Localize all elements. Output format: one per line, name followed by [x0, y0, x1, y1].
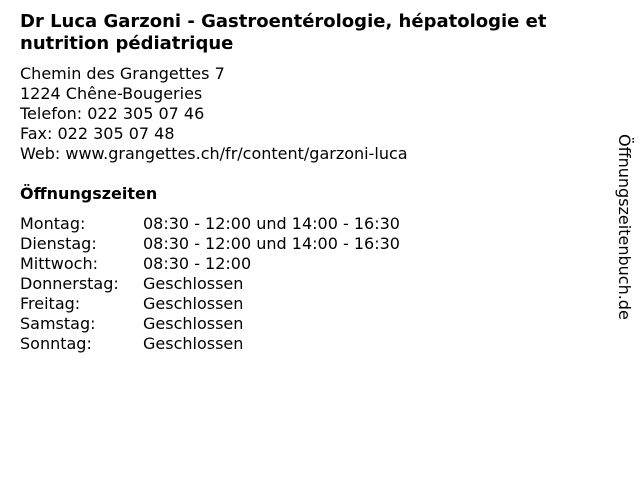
- day-label: Donnerstag:: [20, 274, 119, 293]
- hours-value: 08:30 - 12:00 und 14:00 - 16:30: [143, 234, 400, 253]
- business-name: Dr Luca Garzoni - Gastroentérologie, hépatologie et nutrition pédiatrique: [20, 11, 547, 54]
- day-label: Montag:: [20, 214, 86, 233]
- day-label: Samstag:: [20, 314, 96, 333]
- brand-watermark: Öffnungszeitenbuch.de: [615, 134, 634, 320]
- day-label: Mittwoch:: [20, 254, 98, 273]
- hours-value: 08:30 - 12:00 und 14:00 - 16:30: [143, 214, 400, 233]
- fax-number: Fax: 022 305 07 48: [20, 124, 175, 143]
- opening-hours-heading: Öffnungszeiten: [20, 184, 158, 203]
- hours-value: Geschlossen: [143, 334, 244, 353]
- hours-value: 08:30 - 12:00: [143, 254, 252, 273]
- hours-value: Geschlossen: [143, 294, 244, 313]
- city-address: 1224 Chêne-Bougeries: [20, 84, 203, 103]
- day-label: Sonntag:: [20, 334, 92, 353]
- hours-value: Geschlossen: [143, 274, 244, 293]
- street-address: Chemin des Grangettes 7: [20, 64, 225, 83]
- hours-value: Geschlossen: [143, 314, 244, 333]
- day-label: Dienstag:: [20, 234, 97, 253]
- day-label: Freitag:: [20, 294, 81, 313]
- contact-block: [20, 64, 408, 164]
- phone-number: Telefon: 022 305 07 46: [20, 104, 205, 123]
- website: Web: www.grangettes.ch/fr/content/garzoni-luca: [20, 144, 408, 163]
